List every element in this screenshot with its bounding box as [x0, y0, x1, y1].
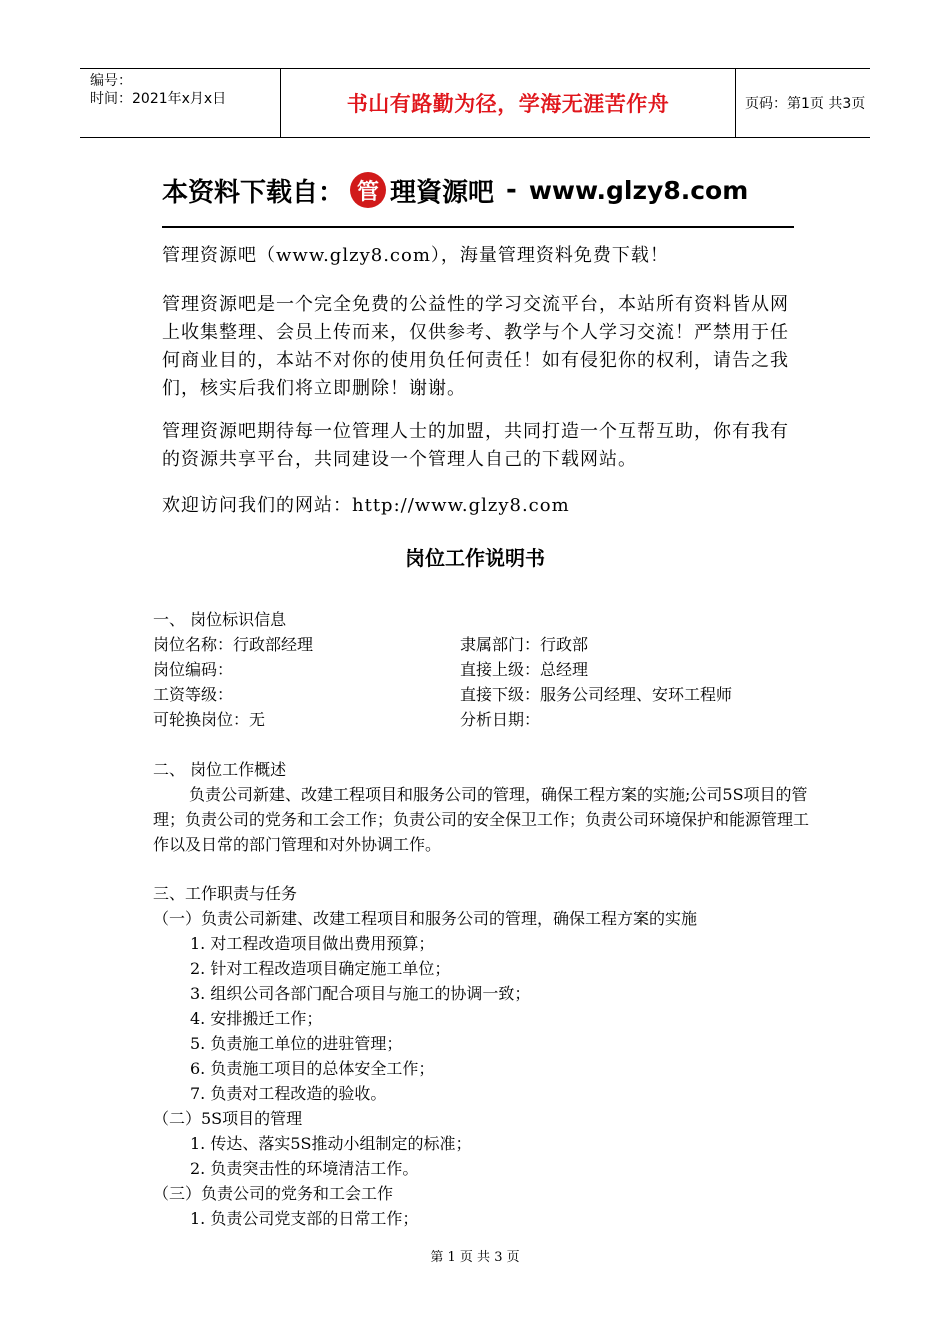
banner-dash: -: [506, 175, 517, 205]
date-label: 时间：2021年x月x日: [90, 91, 227, 107]
notice-paragraph-invite: 管理资源吧期待每一位管理人士的加盟，共同打造一个互帮互助，你有我有的资源共享平台，共同建设一个管理人自己的下载网站。: [162, 421, 789, 470]
header-page-info: 页码：第1页 共3页: [745, 96, 866, 112]
duty-item: 1. 对工程改造项目做出费用预算；: [190, 934, 435, 953]
duty-item: 7. 负责对工程改造的验收。: [190, 1084, 387, 1103]
site-logo-icon: 管: [350, 172, 386, 208]
number-label: 编号：: [90, 73, 132, 89]
info-left: 岗位编码：: [153, 660, 234, 679]
duty-group-title: （一）负责公司新建、改建工程项目和服务公司的管理，确保工程方案的实施: [153, 909, 698, 928]
info-right: 直接上级：总经理: [460, 660, 589, 679]
banner-divider: [162, 226, 794, 228]
info-left: 可轮换岗位：无: [153, 710, 266, 729]
section1-heading: 一、 岗位标识信息: [153, 610, 287, 629]
duty-item: 4. 安排搬迁工作；: [190, 1009, 323, 1028]
banner-prefix: 本资料下载自：: [162, 177, 345, 208]
section3-heading: 三、工作职责与任务: [153, 884, 298, 903]
duty-item: 2. 负责突击性的环境清洁工作。: [190, 1159, 419, 1178]
duty-item: 6. 负责施工项目的总体安全工作；: [190, 1059, 435, 1078]
info-right: 分析日期：: [460, 710, 541, 729]
duty-item: 3. 组织公司各部门配合项目与施工的协调一致；: [190, 984, 531, 1003]
notice-paragraph-disclaimer: 管理资源吧是一个完全免费的公益性的学习交流平台，本站所有资料皆从网上收集整理、会员上传而来，仅供参考、教学与个人学习交流！严禁用于任何商业目的，本站不对你的使用负任何责任！如有侵犯你的权利，请告之我们，核实后我们将立即删除！谢谢。: [162, 294, 789, 399]
duty-item: 5. 负责施工单位的进驻管理；: [190, 1034, 403, 1053]
banner-url[interactable]: www.glzy8.com: [528, 175, 749, 205]
document-title: 岗位工作说明书: [405, 546, 545, 570]
duty-group-title: （二）5S项目的管理: [153, 1109, 303, 1128]
notice-welcome[interactable]: 欢迎访问我们的网站：http://www.glzy8.com: [162, 495, 570, 516]
info-left: 岗位名称：行政部经理: [153, 635, 314, 654]
section2-summary: 负责公司新建、改建工程项目和服务公司的管理，确保工程方案的实施;公司5S项目的管理；负责公司的党务和工会工作；负责公司的安全保卫工作；负责公司环境保护和能源管理工作以及日常的部门管理和对外协调工作。: [153, 785, 810, 854]
header-motto: 书山有路勤为径，学海无涯苦作舟: [281, 69, 736, 137]
notice-line1: 管理资源吧（www.glzy8.com），海量管理资料免费下载！: [162, 245, 669, 266]
info-right: 隶属部门：行政部: [460, 635, 589, 654]
duty-item: 1. 传达、落实5S推动小组制定的标准；: [190, 1134, 472, 1153]
section2-heading: 二、 岗位工作概述: [153, 760, 287, 779]
page-footer: 第 1 页 共 3 页: [430, 1250, 520, 1265]
duty-group-title: （三）负责公司的党务和工会工作: [153, 1184, 394, 1203]
info-left: 工资等级：: [153, 685, 234, 704]
duty-item: 2. 针对工程改造项目确定施工单位；: [190, 959, 451, 978]
header-meta: [80, 69, 281, 137]
info-right: 直接下级：服务公司经理、安环工程师: [460, 685, 733, 704]
document-header: [80, 68, 870, 138]
banner-site-name: 理資源吧: [390, 177, 495, 208]
download-banner: [162, 165, 792, 215]
duty-item: 1. 负责公司党支部的日常工作；: [190, 1209, 419, 1228]
